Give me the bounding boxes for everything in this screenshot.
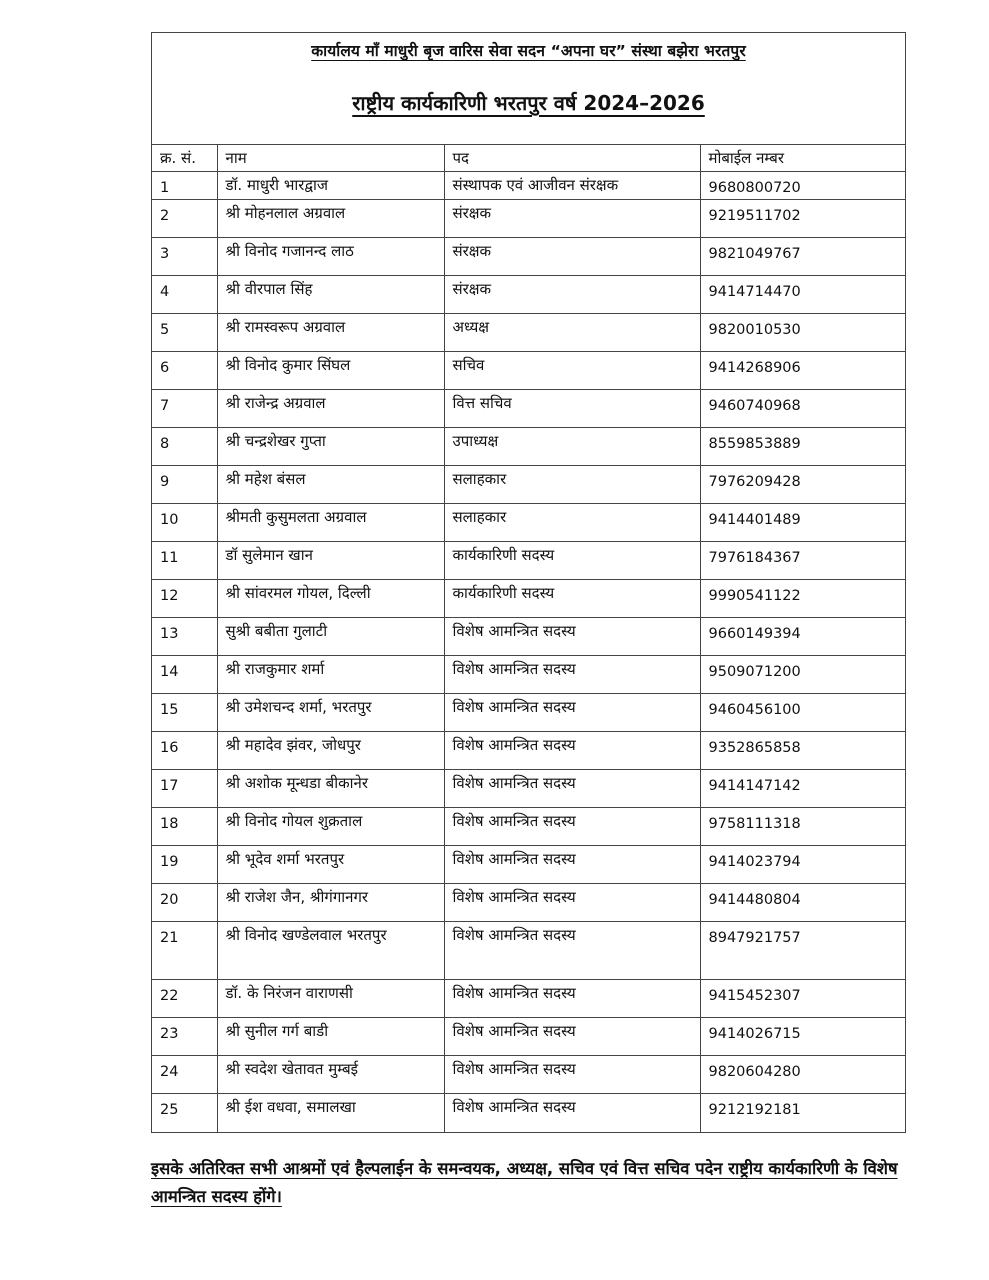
table-header-row xyxy=(152,145,905,172)
cell-mobile: 9460740968 xyxy=(700,390,905,428)
cell-name: श्री वीरपाल सिंह xyxy=(217,276,444,314)
cell-name: श्री चन्द्रशेखर गुप्ता xyxy=(217,428,444,466)
cell-post: विशेष आमन्त्रित सदस्य xyxy=(444,770,700,808)
table-row xyxy=(152,732,905,770)
cell-post: विशेष आमन्त्रित सदस्य xyxy=(444,922,700,980)
table-row xyxy=(152,466,905,504)
cell-post: संरक्षक xyxy=(444,276,700,314)
table-row xyxy=(152,314,905,352)
cell-name: डॉ. के निरंजन वाराणसी xyxy=(217,980,444,1018)
table-row xyxy=(152,200,905,238)
cell-serial: 3 xyxy=(152,238,217,276)
table-row xyxy=(152,580,905,618)
cell-post: विशेष आमन्त्रित सदस्य xyxy=(444,1018,700,1056)
cell-serial: 8 xyxy=(152,428,217,466)
cell-serial: 12 xyxy=(152,580,217,618)
cell-name: श्रीमती कुसुमलता अग्रवाल xyxy=(217,504,444,542)
cell-name: श्री विनोद गोयल शुक्रताल xyxy=(217,808,444,846)
table-row xyxy=(152,884,905,922)
table-row xyxy=(152,352,905,390)
cell-post: विशेष आमन्त्रित सदस्य xyxy=(444,808,700,846)
members-table xyxy=(152,145,905,1132)
table-row xyxy=(152,922,905,980)
cell-mobile: 8947921757 xyxy=(700,922,905,980)
cell-post: विशेष आमन्त्रित सदस्य xyxy=(444,694,700,732)
cell-name: श्री स्वदेश खेतावत मुम्बई xyxy=(217,1056,444,1094)
cell-mobile: 9212192181 xyxy=(708,1102,801,1118)
cell-name: श्री सांवरमल गोयल, दिल्ली xyxy=(217,580,444,618)
cell-serial: 18 xyxy=(152,808,217,846)
cell-serial: 21 xyxy=(152,922,217,980)
cell-post: विशेष आमन्त्रित सदस्य xyxy=(444,846,700,884)
cell-post: कार्यकारिणी सदस्य xyxy=(444,542,700,580)
table-row xyxy=(152,846,905,884)
cell-name: श्री अशोक मून्धडा बीकानेर xyxy=(217,770,444,808)
cell-name: श्री विनोद गजानन्द लाठ xyxy=(217,238,444,276)
cell-mobile: 7976184367 xyxy=(700,542,905,580)
table-row xyxy=(152,542,905,580)
table-row xyxy=(152,390,905,428)
cell-mobile: 9414401489 xyxy=(700,504,905,542)
cell-mobile: 9352865858 xyxy=(700,732,905,770)
table-row xyxy=(152,1094,905,1132)
document-sheet xyxy=(151,32,906,1133)
cell-name: श्री उमेशचन्द शर्मा, भरतपुर xyxy=(217,694,444,732)
cell-serial: 17 xyxy=(152,770,217,808)
table-row xyxy=(152,808,905,846)
footer-note: इसके अतिरिक्त सभी आश्रमों एवं हैल्पलाईन के समन्वयक, अध्यक्ष, सचिव एवं वित्त सचिव पदेन राष्ट्रीय कार्यकारिणी के विशेष आमन्त्रित सदस्य होंगे। xyxy=(151,1159,898,1206)
cell-post: विशेष आमन्त्रित सदस्य xyxy=(444,884,700,922)
table-row xyxy=(152,980,905,1018)
cell-mobile: 9820010530 xyxy=(700,314,905,352)
cell-name: श्री राजेन्द्र अग्रवाल xyxy=(217,390,444,428)
cell-mobile: 9219511702 xyxy=(700,200,905,238)
cell-post: विशेष आमन्त्रित सदस्य xyxy=(444,732,700,770)
cell-mobile: 9680800720 xyxy=(700,172,905,200)
cell-mobile: 7976209428 xyxy=(700,466,905,504)
cell-name: श्री महेश बंसल xyxy=(217,466,444,504)
table-row xyxy=(152,694,905,732)
cell-post: विशेष आमन्त्रित सदस्य xyxy=(444,656,700,694)
cell-mobile: 8559853889 xyxy=(700,428,905,466)
cell-mobile: 9414268906 xyxy=(700,352,905,390)
cell-serial: 5 xyxy=(152,314,217,352)
cell-serial: 23 xyxy=(152,1018,217,1056)
document-title: राष्ट्रीय कार्यकारिणी भरतपुर वर्ष 2024–2026 xyxy=(352,91,705,115)
cell-mobile: 9415452307 xyxy=(700,980,905,1018)
cell-serial: 19 xyxy=(152,846,217,884)
table-row xyxy=(152,276,905,314)
cell-name: श्री महादेव झंवर, जोधपुर xyxy=(217,732,444,770)
cell-mobile: 9509071200 xyxy=(700,656,905,694)
cell-mobile: 9414714470 xyxy=(700,276,905,314)
table-row xyxy=(152,1018,905,1056)
header-mobile: मोबाईल नम्बर xyxy=(700,145,905,172)
cell-mobile: 9460456100 xyxy=(700,694,905,732)
cell-mobile: 9660149394 xyxy=(700,618,905,656)
cell-mobile: 9758111318 xyxy=(700,808,905,846)
table-row xyxy=(152,618,905,656)
cell-mobile: 9414023794 xyxy=(700,846,905,884)
cell-serial: 25 xyxy=(152,1094,217,1132)
cell-serial: 13 xyxy=(152,618,217,656)
table-row xyxy=(152,238,905,276)
table-row xyxy=(152,428,905,466)
cell-mobile: 9820604280 xyxy=(700,1056,905,1094)
cell-post: विशेष आमन्त्रित सदस्य xyxy=(444,1056,700,1094)
cell-name: श्री मोहनलाल अग्रवाल xyxy=(217,200,444,238)
cell-serial: 22 xyxy=(152,980,217,1018)
cell-post: कार्यकारिणी सदस्य xyxy=(444,580,700,618)
organization-name: कार्यालय माँ माधुरी बृज वारिस सेवा सदन “अपना घर” संस्था बझेरा भरतपुर xyxy=(311,42,746,60)
cell-name: डॉ सुलेमान खान xyxy=(217,542,444,580)
cell-name: श्री सुनील गर्ग बाडी xyxy=(217,1018,444,1056)
cell-serial: 16 xyxy=(152,732,217,770)
cell-mobile: 9990541122 xyxy=(700,580,905,618)
cell-name: श्री विनोद कुमार सिंघल xyxy=(217,352,444,390)
table-row xyxy=(152,770,905,808)
cell-post: सलाहकार xyxy=(444,504,700,542)
cell-post: सचिव xyxy=(444,352,700,390)
cell-serial: 4 xyxy=(152,276,217,314)
cell-mobile: 9414480804 xyxy=(700,884,905,922)
cell-serial: 24 xyxy=(152,1056,217,1094)
cell-post: विशेष आमन्त्रित सदस्य xyxy=(444,618,700,656)
cell-serial: 14 xyxy=(152,656,217,694)
cell-serial: 6 xyxy=(152,352,217,390)
cell-name: श्री भूदेव शर्मा भरतपुर xyxy=(217,846,444,884)
header-name: नाम xyxy=(217,145,444,172)
cell-post: सलाहकार xyxy=(444,466,700,504)
cell-serial: 1 xyxy=(152,172,217,200)
cell-serial: 20 xyxy=(152,884,217,922)
cell-name: सुश्री बबीता गुलाटी xyxy=(217,618,444,656)
members-table-body xyxy=(152,145,905,1132)
cell-post: वित्त सचिव xyxy=(444,390,700,428)
cell-mobile: 9821049767 xyxy=(700,238,905,276)
cell-post: उपाध्यक्ष xyxy=(444,428,700,466)
cell-serial: 10 xyxy=(152,504,217,542)
table-row xyxy=(152,504,905,542)
document-header xyxy=(152,33,905,145)
cell-mobile: 9414147142 xyxy=(700,770,905,808)
cell-post: अध्यक्ष xyxy=(444,314,700,352)
cell-post: संरक्षक xyxy=(444,200,700,238)
cell-post: विशेष आमन्त्रित सदस्य xyxy=(444,1094,700,1132)
cell-mobile: 9414026715 xyxy=(700,1018,905,1056)
header-serial: क्र. सं. xyxy=(152,145,217,172)
cell-name: श्री राजेश जैन, श्रीगंगानगर xyxy=(217,884,444,922)
cell-name: श्री रामस्वरूप अग्रवाल xyxy=(217,314,444,352)
table-row xyxy=(152,656,905,694)
cell-post: संरक्षक xyxy=(444,238,700,276)
cell-post: संस्थापक एवं आजीवन संरक्षक xyxy=(444,172,700,200)
cell-post: विशेष आमन्त्रित सदस्य xyxy=(444,980,700,1018)
cell-serial: 7 xyxy=(152,390,217,428)
cell-name: डॉ. माधुरी भारद्वाज xyxy=(217,172,444,200)
cell-serial: 11 xyxy=(152,542,217,580)
cell-name: श्री राजकुमार शर्मा xyxy=(217,656,444,694)
table-row xyxy=(152,1056,905,1094)
cell-name: श्री ईश वधवा, समालखा xyxy=(217,1094,444,1132)
table-row xyxy=(152,172,905,200)
cell-serial: 9 xyxy=(152,466,217,504)
cell-serial: 2 xyxy=(152,200,217,238)
cell-serial: 15 xyxy=(152,694,217,732)
header-post: पद xyxy=(444,145,700,172)
cell-name: श्री विनोद खण्डेलवाल भरतपुर xyxy=(217,922,444,980)
